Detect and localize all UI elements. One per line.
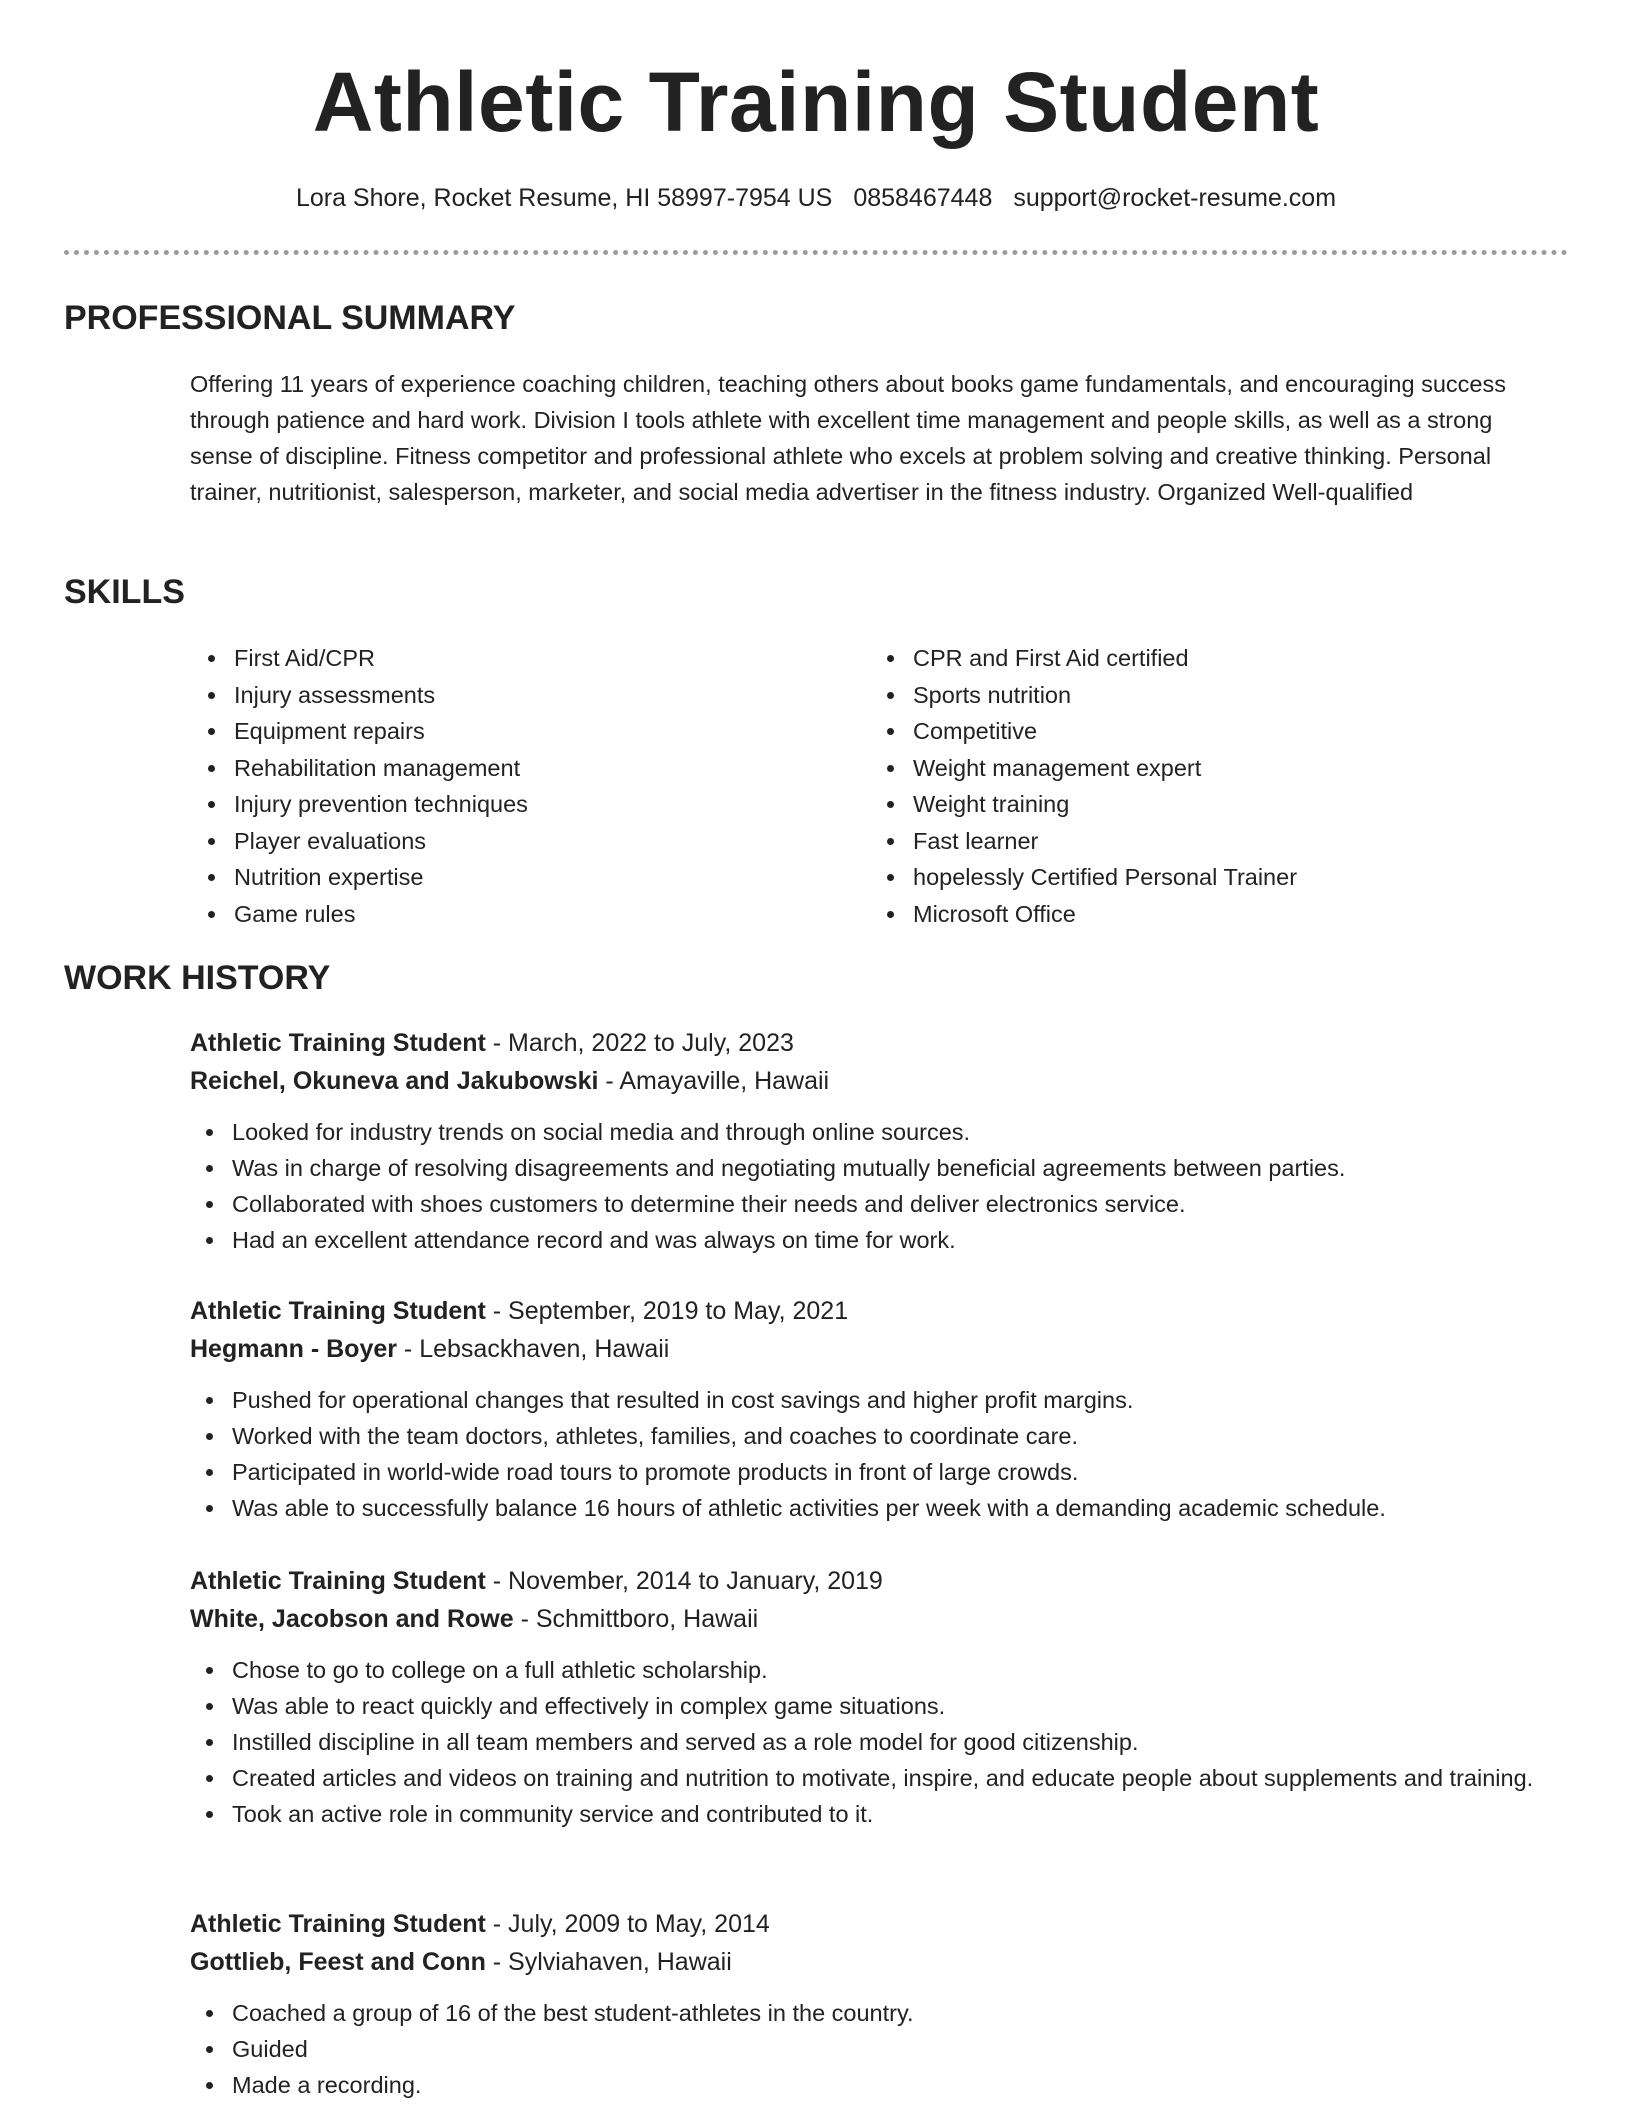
job-bullet: Created articles and videos on training and nutrition to motivate, inspire, and educate people about supplements and training.: [188, 1760, 1548, 1796]
job-bullets: [188, 1652, 1548, 1832]
job-bullet: Pushed for operational changes that resulted in cost savings and higher profit margins.: [188, 1382, 1548, 1418]
job-bullet: Was able to react quickly and effectively in complex game situations.: [188, 1688, 1548, 1724]
job-location: - Lebsackhaven, Hawaii: [396, 1335, 670, 1363]
job-bullet: Had an excellent attendance record and was always on time for work.: [188, 1222, 1548, 1258]
skill-item: Injury assessments: [190, 677, 830, 714]
job-dates: - November, 2014 to January, 2019: [485, 1567, 883, 1595]
skill-item: First Aid/CPR: [190, 640, 830, 677]
job-entry: [190, 1024, 1570, 1258]
skill-item: Rehabilitation management: [190, 750, 830, 787]
skill-item: Game rules: [190, 896, 830, 933]
job-entry: [190, 1562, 1570, 1832]
job-bullet: Coached a group of 16 of the best student-athletes in the country.: [188, 1995, 1548, 2031]
skill-item: Weight training: [869, 786, 1509, 823]
job-bullet: Was in charge of resolving disagreements and negotiating mutually beneficial agreements between parties.: [188, 1150, 1548, 1186]
job-company-line: [190, 1943, 1570, 1981]
job-bullet: Was able to successfully balance 16 hours of athletic activities per week with a demanding academic schedule.: [188, 1490, 1548, 1526]
job-bullet: Looked for industry trends on social media and through online sources.: [188, 1114, 1548, 1150]
job-company-line: [190, 1330, 1570, 1368]
skills-list-left: [190, 640, 830, 932]
job-title: Athletic Training Student: [190, 1297, 486, 1325]
job-title: Athletic Training Student: [190, 1910, 486, 1938]
job-title-line: [190, 1292, 1570, 1330]
summary-text: Offering 11 years of experience coaching children, teaching others about books game fundamentals, and encouraging success through patience and hard work. Division I tools athlete with excellent time management and people skills, as well as a strong sense of discipline. Fitness competitor and professional athlete who excels at problem solving and creative thinking. Personal trainer, nutritionist, salesperson, marketer, and social media advertiser in the fitness industry. Organized Well-qualified: [190, 371, 1506, 505]
job-bullet: Guided: [188, 2031, 1548, 2067]
job-bullets: [188, 1382, 1548, 1526]
job-title-line: [190, 1562, 1570, 1600]
contact-email: support@rocket-resume.com: [1013, 184, 1337, 212]
contact-info: [0, 180, 1632, 216]
job-bullet: Made a recording.: [188, 2067, 1548, 2103]
header-divider: [64, 250, 1568, 255]
job-title-line: [190, 1024, 1570, 1062]
skill-item: Weight management expert: [869, 750, 1509, 787]
job-dates: - July, 2009 to May, 2014: [485, 1910, 770, 1938]
job-location: - Sylviahaven, Hawaii: [485, 1948, 732, 1976]
job-bullet: Took an active role in community service and contributed to it.: [188, 1796, 1548, 1832]
skill-item: Player evaluations: [190, 823, 830, 860]
job-company: Hegmann - Boyer: [190, 1335, 397, 1363]
job-dates: - September, 2019 to May, 2021: [485, 1297, 849, 1325]
skill-item: Injury prevention techniques: [190, 786, 830, 823]
job-bullet: Worked with the team doctors, athletes, families, and coaches to coordinate care.: [188, 1418, 1548, 1454]
skill-item: CPR and First Aid certified: [869, 640, 1509, 677]
resume-title: Athletic Training Student: [312, 55, 1320, 149]
skill-item: Equipment repairs: [190, 713, 830, 750]
job-entry: [190, 1292, 1570, 1526]
skill-item: Fast learner: [869, 823, 1509, 860]
job-company: Reichel, Okuneva and Jakubowski: [190, 1067, 599, 1095]
job-title: Athletic Training Student: [190, 1567, 486, 1595]
skill-item: Sports nutrition: [869, 677, 1509, 714]
skill-item: hopelessly Certified Personal Trainer: [869, 859, 1509, 896]
skills-list-right: [869, 640, 1509, 932]
job-bullets: [188, 1995, 1548, 2103]
work-history-heading: WORK HISTORY: [64, 959, 331, 997]
contact-phone: 0858467448: [853, 184, 993, 212]
job-bullet: Collaborated with shoes customers to determine their needs and deliver electronics service.: [188, 1186, 1548, 1222]
job-bullets: [188, 1114, 1548, 1258]
job-company: Gottlieb, Feest and Conn: [190, 1948, 486, 1976]
job-bullet: Chose to go to college on a full athletic scholarship.: [188, 1652, 1548, 1688]
job-company-line: [190, 1062, 1570, 1100]
job-company-line: [190, 1600, 1570, 1638]
job-dates: - March, 2022 to July, 2023: [485, 1029, 794, 1057]
skill-item: Microsoft Office: [869, 896, 1509, 933]
skills-heading: SKILLS: [64, 573, 185, 611]
skill-item: Competitive: [869, 713, 1509, 750]
job-bullet: Instilled discipline in all team members and served as a role model for good citizenship.: [188, 1724, 1548, 1760]
job-title-line: [190, 1905, 1570, 1943]
skill-item: Nutrition expertise: [190, 859, 830, 896]
summary-heading: PROFESSIONAL SUMMARY: [64, 299, 516, 337]
contact-address: Lora Shore, Rocket Resume, HI 58997-7954 US: [295, 184, 833, 212]
job-bullet: Participated in world-wide road tours to promote products in front of large crowds.: [188, 1454, 1548, 1490]
job-location: - Schmittboro, Hawaii: [513, 1605, 759, 1633]
job-entry: [190, 1905, 1570, 2103]
job-company: White, Jacobson and Rowe: [190, 1605, 514, 1633]
job-title: Athletic Training Student: [190, 1029, 486, 1057]
job-location: - Amayaville, Hawaii: [598, 1067, 830, 1095]
